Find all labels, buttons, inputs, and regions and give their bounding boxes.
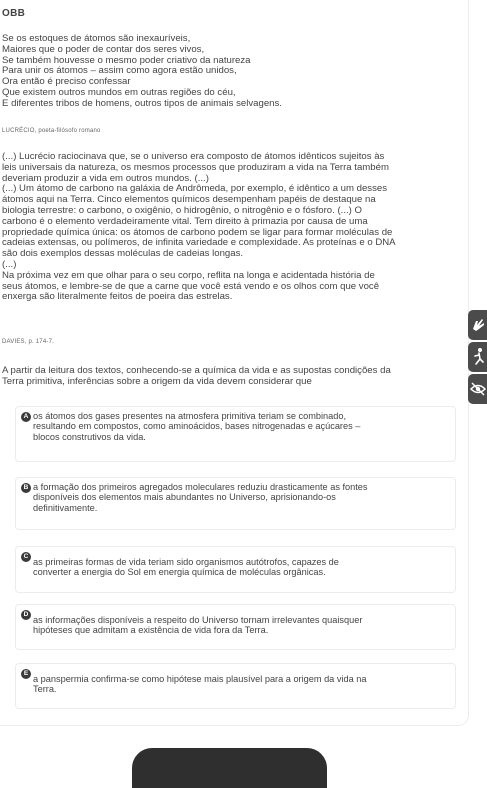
prose-line: biologia terrestre: o carbono, o oxigênio, o hidrogênio, o nitrogênio e o fósforo. (...) O bbox=[2, 204, 362, 216]
option-text bbox=[33, 411, 453, 442]
hand-icon-button[interactable] bbox=[468, 310, 487, 340]
option-d[interactable] bbox=[15, 604, 456, 650]
option-b[interactable] bbox=[15, 477, 456, 530]
question-line: A partir da leitura dos textos, conhecendo-se a química da vida e as supostas condições da bbox=[2, 365, 391, 376]
prose-line: (...) bbox=[2, 258, 17, 270]
option-letter-badge: B bbox=[21, 483, 31, 493]
option-e[interactable] bbox=[15, 663, 456, 709]
option-line: hipóteses que admitam a existência de vida fora da Terra. bbox=[33, 625, 269, 636]
option-letter-badge: A bbox=[21, 412, 31, 422]
option-text bbox=[33, 557, 453, 578]
hand-icon bbox=[468, 310, 487, 340]
option-line: a panspermia confirma-se como hipótese mais plausível para a origem da vida na bbox=[33, 674, 367, 684]
option-text bbox=[33, 615, 453, 636]
prose-source: DAVIES, p. 174-7. bbox=[2, 339, 54, 345]
prose-line: (...) Lucrécio raciocinava que, se o universo era composto de átomos idênticos sujeitos às bbox=[2, 151, 385, 162]
option-line: a formação dos primeiros agregados moleculares reduziu drasticamente as fontes bbox=[33, 482, 368, 492]
prose-line: Na próxima vez em que olhar para o seu corpo, reflita na longa e acidentada história de bbox=[2, 269, 375, 281]
prose-line: enxerga são literalmente feitos de poeira das estrelas. bbox=[2, 291, 233, 303]
option-line: os átomos dos gases presentes na atmosfera primitiva teriam se combinado, bbox=[33, 411, 347, 421]
question-line: Terra primitiva, inferências sobre a origem da vida devem considerar que bbox=[2, 375, 312, 387]
option-line: blocos construtivos da vida. bbox=[33, 431, 146, 442]
option-line: as primeiras formas de vida teriam sido organismos autótrofos, capazes de bbox=[33, 557, 339, 567]
prose-line: seus átomos, e lembre-se de que a carne que você está vendo e os olhos com que você bbox=[2, 280, 380, 292]
eye-slash-icon-button[interactable] bbox=[468, 374, 487, 404]
sign-language-icon bbox=[468, 342, 487, 372]
exam-header: OBB bbox=[2, 8, 26, 19]
option-text bbox=[33, 674, 453, 695]
prose-line: cadeias extensas, ou polímeros, de infinita variedade e complexidade. As proteínas e o DNA bbox=[2, 237, 396, 249]
option-letter-badge: C bbox=[21, 552, 31, 562]
bottom-bar bbox=[132, 748, 327, 788]
option-a[interactable] bbox=[15, 406, 456, 462]
poem-line: E diferentes tribos de homens, outros tipos de animais selvagens. bbox=[2, 97, 282, 109]
poem-text bbox=[2, 34, 457, 110]
prose-line: átomos aqui na Terra. Cinco elementos químicos desempenham papéis de destaque na bbox=[2, 194, 376, 206]
option-letter-badge: D bbox=[21, 610, 31, 620]
poem-line: Se os estoques de átomos são inexauríveis, bbox=[2, 33, 191, 44]
prose-line: são dois exemplos dessas moléculas de cadeias longas. bbox=[2, 248, 244, 260]
sign-language-icon-button[interactable] bbox=[468, 342, 487, 372]
option-letter-badge: E bbox=[21, 669, 31, 679]
poem-author: LUCRÉCIO, poeta-filósofo romano bbox=[2, 128, 101, 134]
poem-line: Que existem outros mundos em outras regiões do céu, bbox=[2, 86, 236, 98]
prose-line: leis universais da natureza, os mesmos processos que produziram a vida na Terra também bbox=[2, 161, 389, 173]
question-stem bbox=[2, 366, 460, 388]
prose-line: (...) Um átomo de carbono na galáxia de Andrômeda, por exemplo, é idêntico a um desses bbox=[2, 183, 388, 195]
poem-line: Se também houvesse o mesmo poder criativo da natureza bbox=[2, 54, 251, 66]
eye-slash-icon bbox=[468, 374, 487, 404]
poem-line: Maiores que o poder de contar dos seres vivos, bbox=[2, 43, 205, 55]
option-c[interactable] bbox=[15, 546, 456, 593]
prose-line: propriedade química única: os átomos de carbono podem se ligar para formar moléculas de bbox=[2, 226, 393, 238]
option-line: resultando em compostos, como aminoácidos, bases nitrogenadas e açúcares – bbox=[33, 421, 361, 432]
prose-line: deveriam produzir a vida em outros mundos. (...) bbox=[2, 172, 209, 184]
option-line: as informações disponíveis a respeito do Universo tornam irrelevantes quaisquer bbox=[33, 615, 363, 625]
option-line: converter a energia do Sol em energia química de moléculas orgânicas. bbox=[33, 567, 326, 578]
option-line: definitivamente. bbox=[33, 502, 98, 513]
prose-text bbox=[2, 152, 460, 303]
prose-line: carbono é o elemento verdadeiramente vital. Tem direito à primazia por causa de uma bbox=[2, 215, 368, 227]
option-text bbox=[33, 482, 453, 513]
option-line: disponíveis dos elementos mais abundantes no Universo, aprisionando-os bbox=[33, 492, 336, 503]
poem-line: Para unir os átomos – assim como agora estão unidos, bbox=[2, 65, 237, 77]
poem-line: Ora então é preciso confessar bbox=[2, 76, 131, 88]
option-line: Terra. bbox=[33, 684, 57, 695]
